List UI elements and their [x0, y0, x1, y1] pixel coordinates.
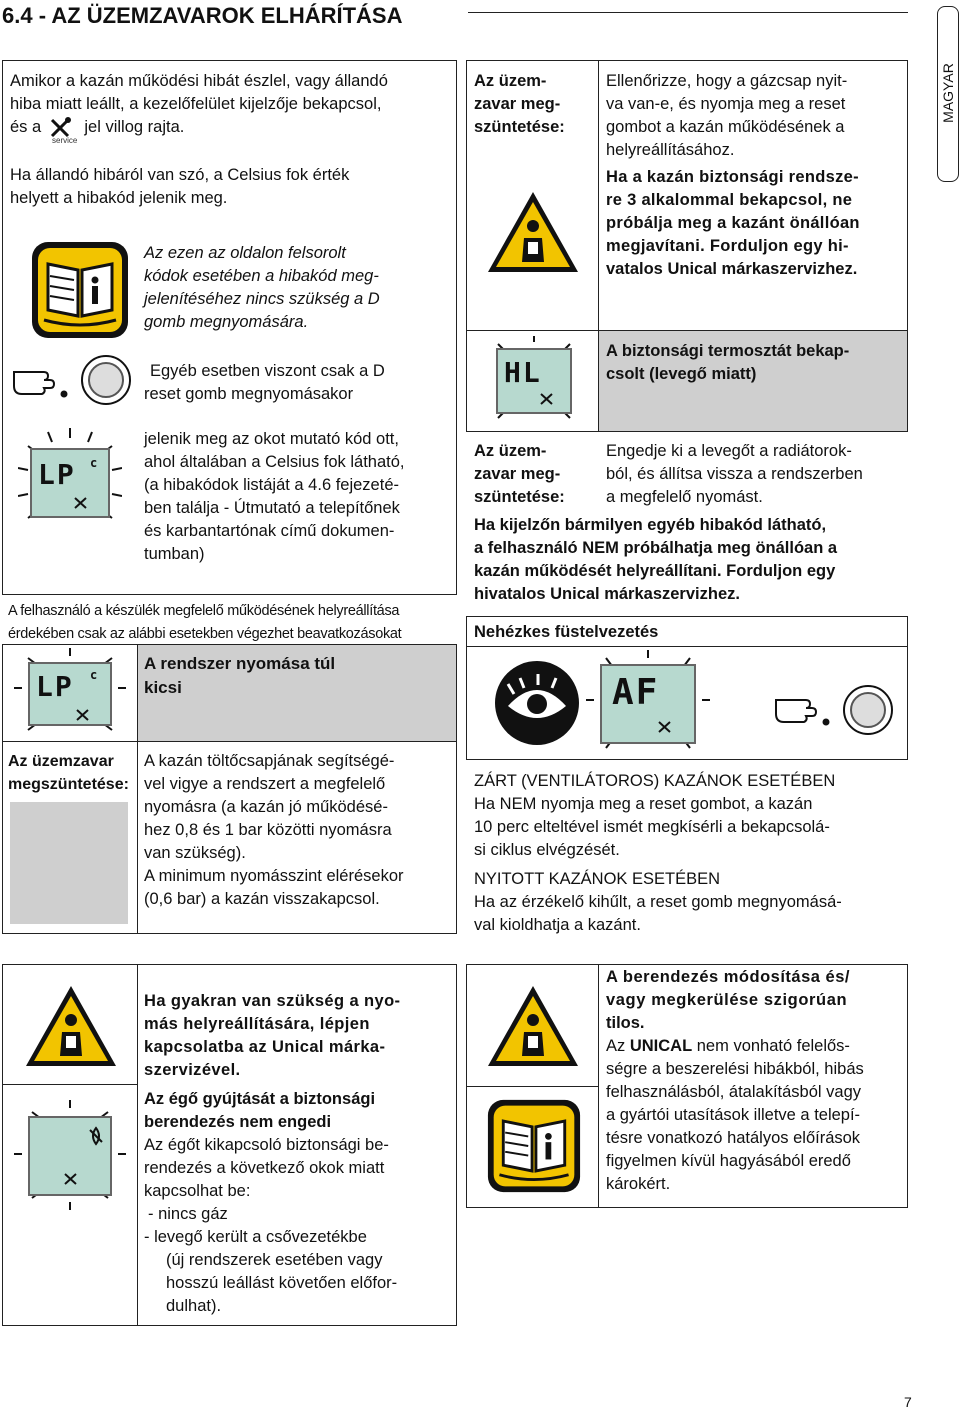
warning-worker-icon — [24, 984, 118, 1068]
other-codes-warning: Ha kijelzőn bármilyen egyéb hibakód látható, a felhasználó NEM próbálhatja meg önállóan a kazán működését helyreállítani. Forduljon egy hivatalos Unical márkaszervizhez. — [474, 516, 838, 603]
ignition-section: Az égő gyújtását a biztonsági berendezés nem engedi Az égőt kikapcsoló biztonsági be- rendezés a következő okok miatt kapcsolhat be: - nincs gáz - levegő került a csővezetékbe (új rendszerek esetében vagy hosszú leállást követően előfor- dulhat). — [144, 1090, 398, 1315]
thermostat-title: A biztonsági termosztát bekap- csolt (levegő miatt) — [606, 342, 850, 383]
warning-worker-icon — [486, 190, 580, 274]
low-pressure-text: A kazán töltőcsapjának segítségé- vel vigye a rendszert a megfelelő nyomásra (a kazán jó működésé- hez 0,8 és 1 bar közötti nyomásra van szükség). A minimum nyomásszint elérésekor (0,6 bar) a kazán visszakapcsol. — [144, 752, 404, 908]
divider — [466, 1086, 598, 1087]
lcd-screen: HL — [496, 348, 572, 414]
page-title: 6.4 - AZ ÜZEMZAVAROK ELHÁRÍTÁSA — [2, 3, 403, 28]
manual-book-icon — [30, 240, 130, 340]
thermostat-fix-label: Az üzem- zavar meg- szüntetése: — [474, 442, 565, 506]
flue-open-boiler: NYITOTT KAZÁNOK ESETÉBEN Ha az érzékelő kihűlt, a reset gomb megnyomásá- val kioldhatja a kazánt. — [474, 870, 842, 934]
service-wrench-icon — [62, 1172, 80, 1191]
eye-icon — [494, 660, 580, 746]
service-wrench-icon — [74, 708, 92, 727]
frequent-reset-warning: Ha gyakran van szükség a nyo- más helyreállítására, lépjen kapcsolatba az Unical márka- szervizével. — [144, 992, 401, 1079]
gas-fault-text: Ellenőrizze, hogy a gázcsap nyit- va van-e, és nyomja meg a reset gombot a kazán működésének a helyreállításához. Ha a kazán biztonsági rendsze- re 3 alkalommal bekapcsol, ne próbálja meg a kazánt önállóan megjavítani. Forduljon egy hi- vatalos Unical márkaszervizhez. — [606, 72, 860, 278]
inline-service-icon: service — [48, 116, 78, 146]
modification-text: A berendezés módosítása és/ vagy megkerülése szigorúan tilos. Az UNICAL nem vonható felelős- ségre a beszerelési hibákból, hibás felhasználásból, átalakításból vagy a gyártói utasítások illetve a telepí- tésre vonatkozó hatályos előírások figyelmen kívül hagyásából eredő károkért. — [606, 968, 864, 1193]
service-wrench-icon — [72, 496, 90, 515]
language-tab — [937, 6, 959, 182]
thermostat-fix-text: Engedje ki a levegőt a radiátorok- ból, és állítsa vissza a rendszerben a megfelelő nyomást. — [606, 442, 863, 506]
intro-paragraph-2: Ha állandó hibáról van szó, a Celsius fok érték helyett a hibakód jelenik meg. — [10, 166, 350, 207]
divider — [2, 741, 457, 742]
note-reset-button: Egyéb esetben viszont csak a D reset gomb megnyomásakor — [144, 362, 385, 403]
divider — [598, 964, 599, 1208]
lcd-ignition — [14, 1100, 126, 1210]
note-code-shown: jelenik meg az okot mutató kód ott, ahol általában a Celsius fok látható, (a hibakódok listáját a 4.6 fejezeté- ben találja - Útmutató a telepítőnek és karbantartónak című dokumen- tumban) — [144, 430, 405, 563]
blank-gray-area — [10, 802, 128, 924]
flue-closed-boiler: ZÁRT (VENTILÁTOROS) KAZÁNOK ESETÉBEN Ha NEM nyomja meg a reset gombot, a kazán 10 perc elteltével ismét megkísérli a bekapcsolá- si ciklus elvégzését. — [474, 772, 836, 859]
service-wrench-icon — [656, 720, 674, 739]
divider — [2, 1084, 137, 1085]
note-no-d-button: Az ezen az oldalon felsorolt kódok esetében a hibakód meg- jelenítéséhez nincs szükség a D gomb megnyomására. — [144, 244, 380, 331]
lcd-screen: LP c — [28, 662, 112, 726]
hand-pointer-icon — [772, 690, 832, 730]
lcd-screen: LP c — [30, 448, 110, 518]
language-tab-label: MAGYAR — [940, 63, 956, 123]
lcd-screen: AF — [600, 664, 696, 744]
low-pressure-fix-label: Az üzemzavar megszüntetése: — [8, 753, 129, 793]
header-rule — [468, 12, 908, 13]
user-intervention-note: A felhasználó a készülék megfelelő működésének helyreállítása érdekében csak az alábbi esetekben végezhet beavatkozásokat — [8, 603, 402, 642]
reset-knob-icon — [842, 684, 894, 736]
lcd-screen — [28, 1116, 112, 1196]
divider — [466, 646, 908, 647]
gas-fault-fix-label: Az üzem- zavar meg- szüntetése: — [474, 72, 565, 136]
reset-knob-icon — [80, 354, 132, 406]
manual-book-icon — [486, 1098, 582, 1194]
lcd-lp-flashing — [18, 428, 122, 532]
divider — [137, 964, 138, 1326]
lcd-hl — [486, 336, 582, 426]
hand-pointer-icon — [10, 362, 70, 402]
flame-off-icon — [88, 1126, 104, 1151]
lcd-af — [586, 650, 710, 756]
lcd-lp-low-pressure — [14, 648, 126, 740]
service-wrench-icon — [538, 392, 556, 411]
warning-worker-icon — [486, 984, 580, 1068]
low-pressure-title: A rendszer nyomása túl kicsi — [144, 654, 336, 697]
divider — [137, 644, 138, 934]
page-number: 7 — [904, 1394, 912, 1410]
intro-text: Amikor a kazán működési hibát észlel, vagy állandó hiba miatt leállt, a kezelőfelület kijelzője bekapcsol, és a jel villog rajta. — [10, 72, 388, 136]
flue-title: Nehézkes füstelvezetés — [474, 623, 659, 641]
